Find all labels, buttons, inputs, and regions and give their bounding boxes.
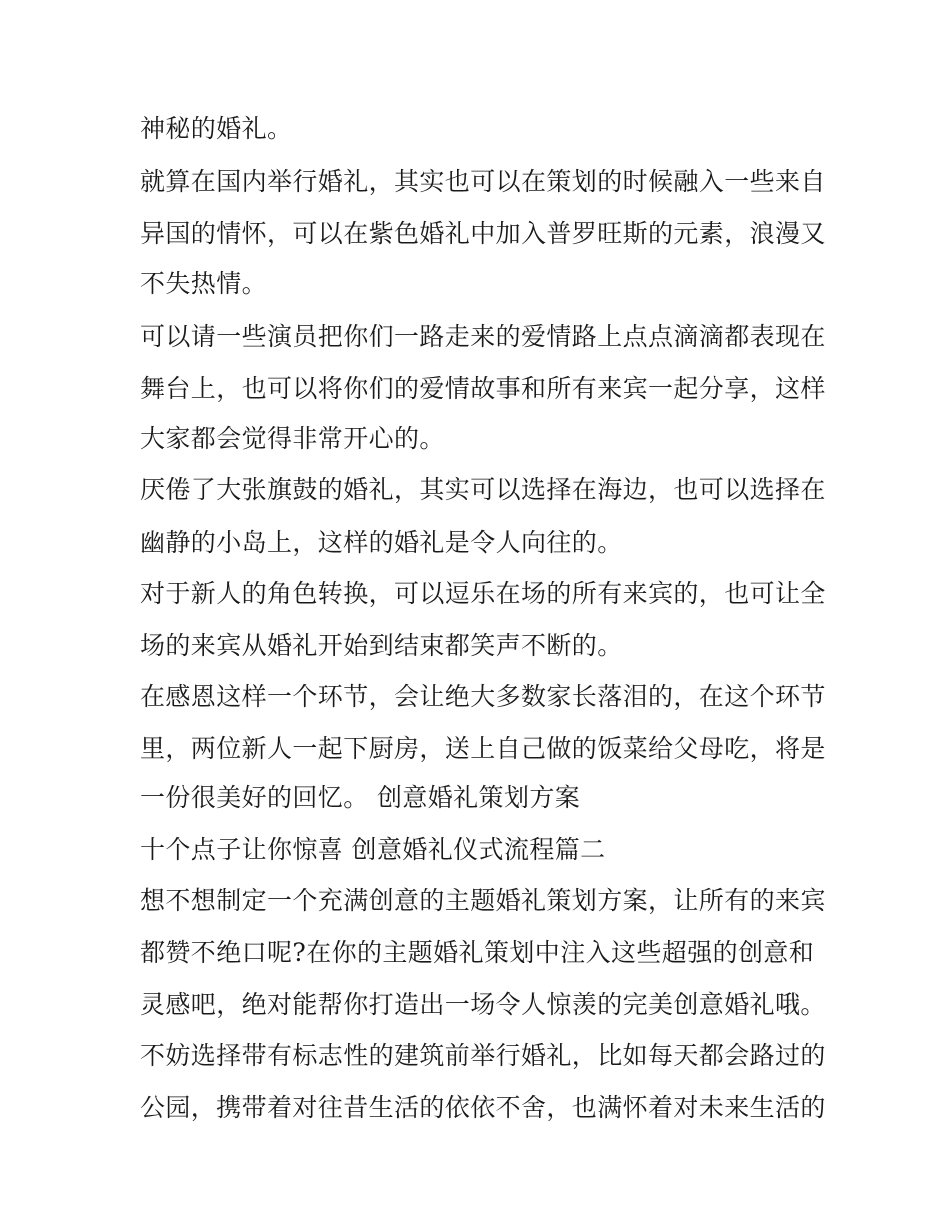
text-line: 舞台上，也可以将你们的爱情故事和所有来宾一起分享，这样	[140, 374, 826, 403]
text-line: 在感恩这样一个环节，会让绝大多数家长落泪的，在这个环节	[140, 682, 826, 711]
text-line: 厌倦了大张旗鼓的婚礼，其实可以选择在海边，也可以选择在	[140, 475, 826, 504]
text-line: 都赞不绝口呢?在你的主题婚礼策划中注入这些超强的创意和	[140, 938, 815, 967]
text-line: 神秘的婚礼。	[140, 114, 293, 143]
text-line: 公园，携带着对往昔生活的依依不舍，也满怀着对未来生活的	[140, 1093, 826, 1122]
text-line: 不妨选择带有标志性的建筑前举行婚礼，比如每天都会路过的	[140, 1041, 826, 1070]
text-line: 一份很美好的回忆。 创意婚礼策划方案	[140, 783, 581, 812]
text-line: 十个点子让你惊喜 创意婚礼仪式流程篇二	[140, 835, 606, 864]
text-line: 可以请一些演员把你们一路走来的爱情路上点点滴滴都表现在	[140, 322, 826, 351]
text-line: 不失热情。	[140, 269, 268, 298]
text-line: 对于新人的角色转换，可以逗乐在场的所有来宾的，也可让全	[140, 579, 826, 608]
text-line: 异国的情怀，可以在紫色婚礼中加入普罗旺斯的元素，浪漫又	[140, 219, 826, 248]
text-line: 幽静的小岛上，这样的婚礼是令人向往的。	[140, 528, 623, 557]
text-line: 场的来宾从婚礼开始到结束都笑声不断的。	[140, 631, 623, 660]
text-line: 就算在国内举行婚礼，其实也可以在策划的时候融入一些来自	[140, 167, 826, 196]
text-line: 想不想制定一个充满创意的主题婚礼策划方案，让所有的来宾	[140, 886, 826, 915]
text-line: 大家都会觉得非常开心的。	[140, 424, 445, 453]
text-line: 里，两位新人一起下厨房，送上自己做的饭菜给父母吃，将是	[140, 734, 826, 763]
text-line: 灵感吧，绝对能帮你打造出一场令人惊羡的完美创意婚礼哦。	[140, 990, 826, 1019]
